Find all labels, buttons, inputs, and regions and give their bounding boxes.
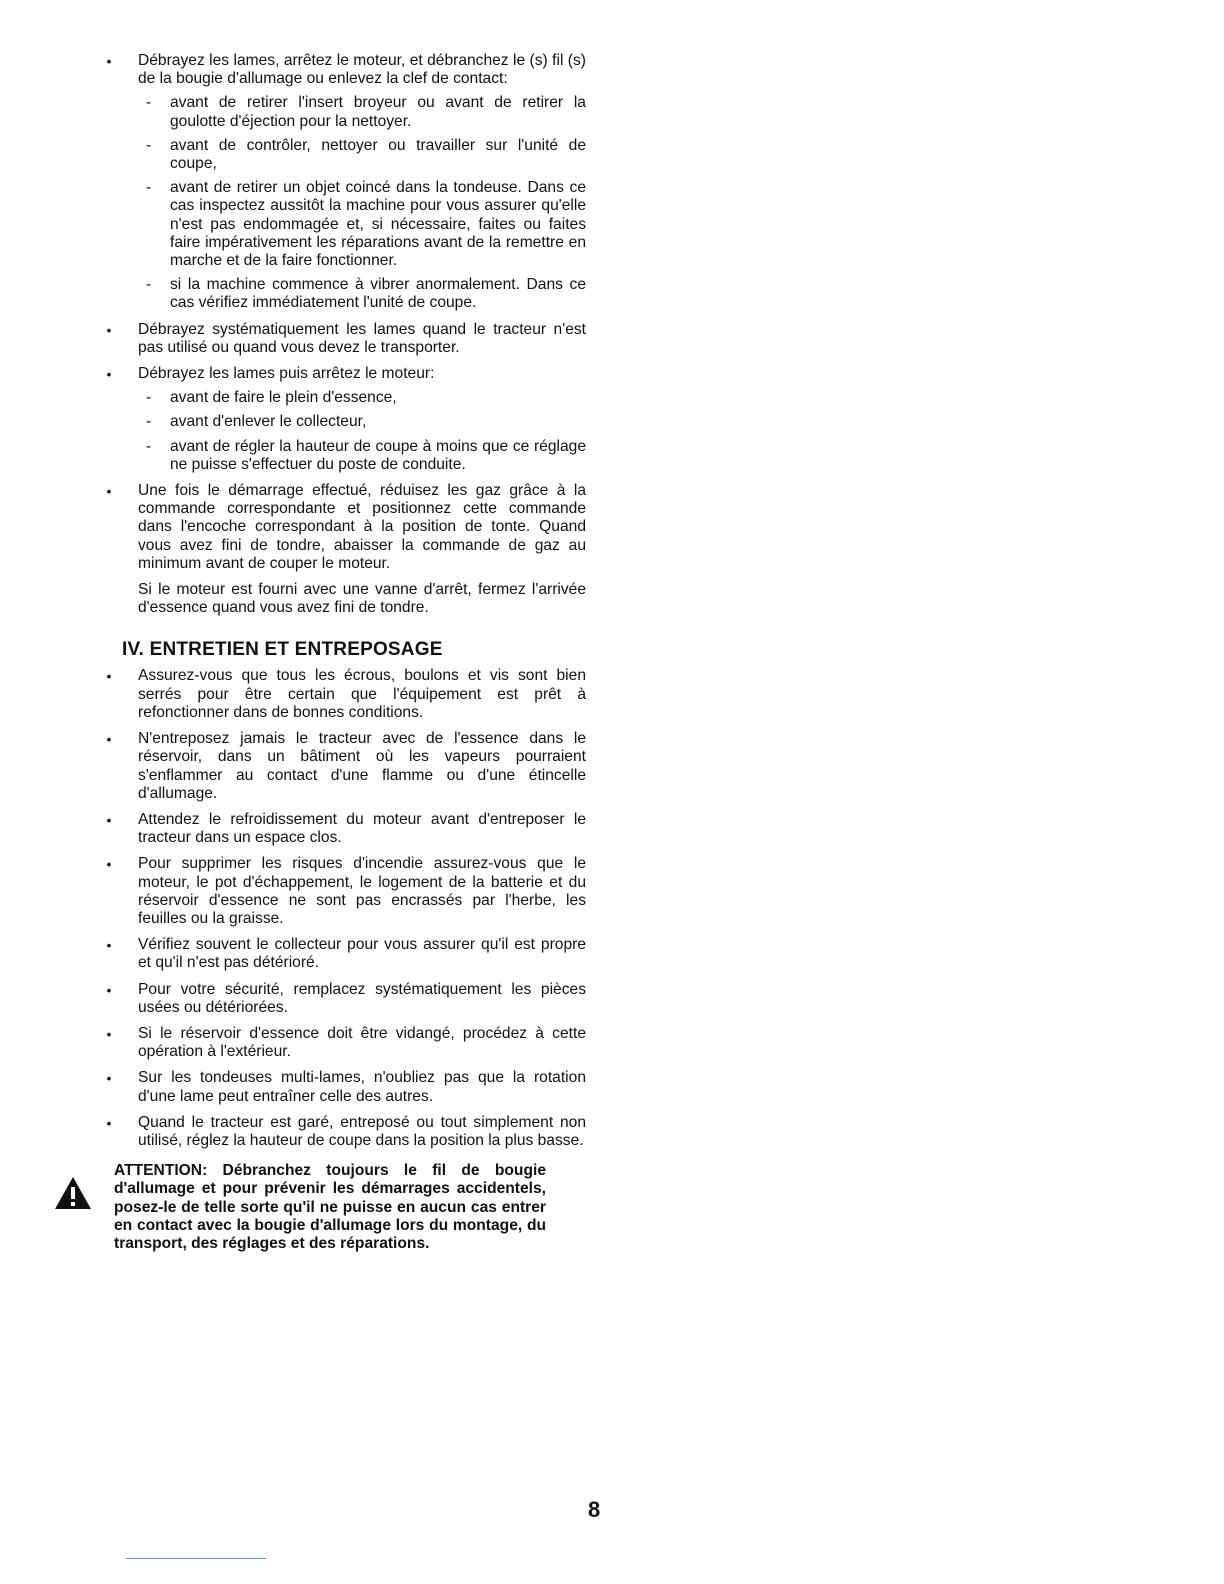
bullet-dot: •: [106, 811, 112, 828]
bullet-dot: •: [106, 1070, 112, 1087]
bullet-item: [100, 365, 586, 474]
bullet-text: Une fois le démarrage effectué, réduisez les gaz grâce à la commande correspondante et positionnez cette commande dans l'encoche correspondant à la position de tonte. Quand vous avez fini de tondre, abaisser la commande de gaz au minimum avant de couper le moteur.: [138, 482, 586, 572]
text-column: [100, 52, 586, 1253]
bullet-dot: •: [106, 483, 112, 500]
section-heading: IV. ENTRETIEN ET ENTREPOSAGE: [122, 639, 443, 661]
bullet-text: Débrayez les lames puis arrêtez le moteur:: [138, 365, 435, 383]
bullet-item: • Quand le tracteur est garé, entreposé ou tout simplement non utilisé, réglez la hauteur de coupe dans la position la plus basse.: [100, 1114, 586, 1150]
bullet-item: [100, 321, 586, 357]
note-paragraph: Si le moteur est fourni avec une vanne d'arrêt, fermez l'arrivée d'essence quand vous avez fini de tondre.: [138, 581, 586, 617]
bullet-item: • Vérifiez souvent le collecteur pour vous assurer qu'il est propre et qu'il n'est pas détérioré.: [100, 936, 586, 972]
sub-item: - avant de retirer l'insert broyeur ou avant de retirer la goulotte d'éjection pour la nettoyer.: [146, 94, 586, 130]
bullet-dot: •: [106, 1114, 112, 1131]
bullet-dot: •: [106, 937, 112, 954]
warning-text: ATTENTION: Débranchez toujours le fil de bougie d'allumage et pour prévenir les démarrages accidentels, posez-le de telle sorte qu'il ne puisse en aucun cas entrer en contact avec la bougie d'allumage lors du montage, du transport, des réglages et des réparations.: [114, 1162, 546, 1252]
bullet-item: [100, 52, 586, 313]
bullet-item: • N'entreposez jamais le tracteur avec de l'essence dans le réservoir, dans un bâtiment où les vapeurs pourraient s'enflammer au contact d'une flamme ou d'une étincelle d'allumage.: [100, 730, 586, 803]
sub-item: - avant de régler la hauteur de coupe à moins que ce réglage ne puisse s'effectuer du poste de conduite.: [146, 437, 586, 473]
bullet-dot: •: [106, 321, 112, 338]
sub-item: - avant de contrôler, nettoyer ou travailler sur l'unité de coupe,: [146, 136, 586, 173]
bullet-item: [100, 482, 586, 573]
bullet-text: Débrayez les lames, arrêtez le moteur, et débranchez le (s) fil (s) de la bougie d'allumage ou enlevez la clef de contact:: [138, 52, 586, 88]
page-number: 8: [588, 1497, 601, 1522]
bullet-item: • Sur les tondeuses multi-lames, n'oubliez pas que la rotation d'une lame peut entraîner celle des autres.: [100, 1069, 586, 1105]
bullet-item: • Si le réservoir d'essence doit être vidangé, procédez à cette opération à l'extérieur.: [100, 1025, 586, 1061]
warning-block: [100, 1162, 586, 1253]
bullet-dot: •: [106, 1025, 112, 1042]
sub-item: - avant d'enlever le collecteur,: [146, 413, 367, 431]
sub-item: - avant de faire le plein d'essence,: [146, 389, 397, 407]
bullet-item: • Attendez le refroidissement du moteur avant d'entreposer le tracteur dans un espace clos.: [100, 811, 586, 847]
footer-rule: [126, 1558, 266, 1559]
sub-item: - si la machine commence à vibrer anormalement. Dans ce cas vérifiez immédiatement l'unité de coupe.: [146, 276, 586, 312]
bullet-item: • Assurez-vous que tous les écrous, boulons et vis sont bien serrés pour être certain que l'équipement est prêt à refonctionner dans de bonnes conditions.: [100, 667, 586, 722]
bullet-item: • Pour supprimer les risques d'incendie assurez-vous que le moteur, le pot d'échappement, le logement de la batterie et du réservoir d'essence ne sont pas encrassés par l'herbe, les feuilles ou la graisse.: [100, 855, 586, 928]
sub-item: - avant de retirer un objet coincé dans la tondeuse. Dans ce cas inspectez aussitôt la machine pour vous assurer qu'elle n'est pas endommagée et, si nécessaire, faites ou faites faire impérativement les réparations avant de la remettre en marche et de la faire fonctionner.: [146, 179, 586, 270]
bullet-dot: •: [106, 53, 112, 69]
bullet-text: Débrayez systématiquement les lames quand le tracteur n'est pas utilisé ou quand vous devez le transporter.: [138, 320, 586, 356]
bullet-dot: •: [106, 366, 112, 383]
bullet-item: • Pour votre sécurité, remplacez systématiquement les pièces usées ou détériorées.: [100, 981, 586, 1017]
bullet-dot: •: [106, 856, 112, 873]
bullet-dot: •: [106, 731, 112, 748]
bullet-dot: •: [106, 981, 112, 998]
warning-triangle-icon: [54, 1176, 92, 1210]
bullet-dot: •: [106, 668, 112, 685]
